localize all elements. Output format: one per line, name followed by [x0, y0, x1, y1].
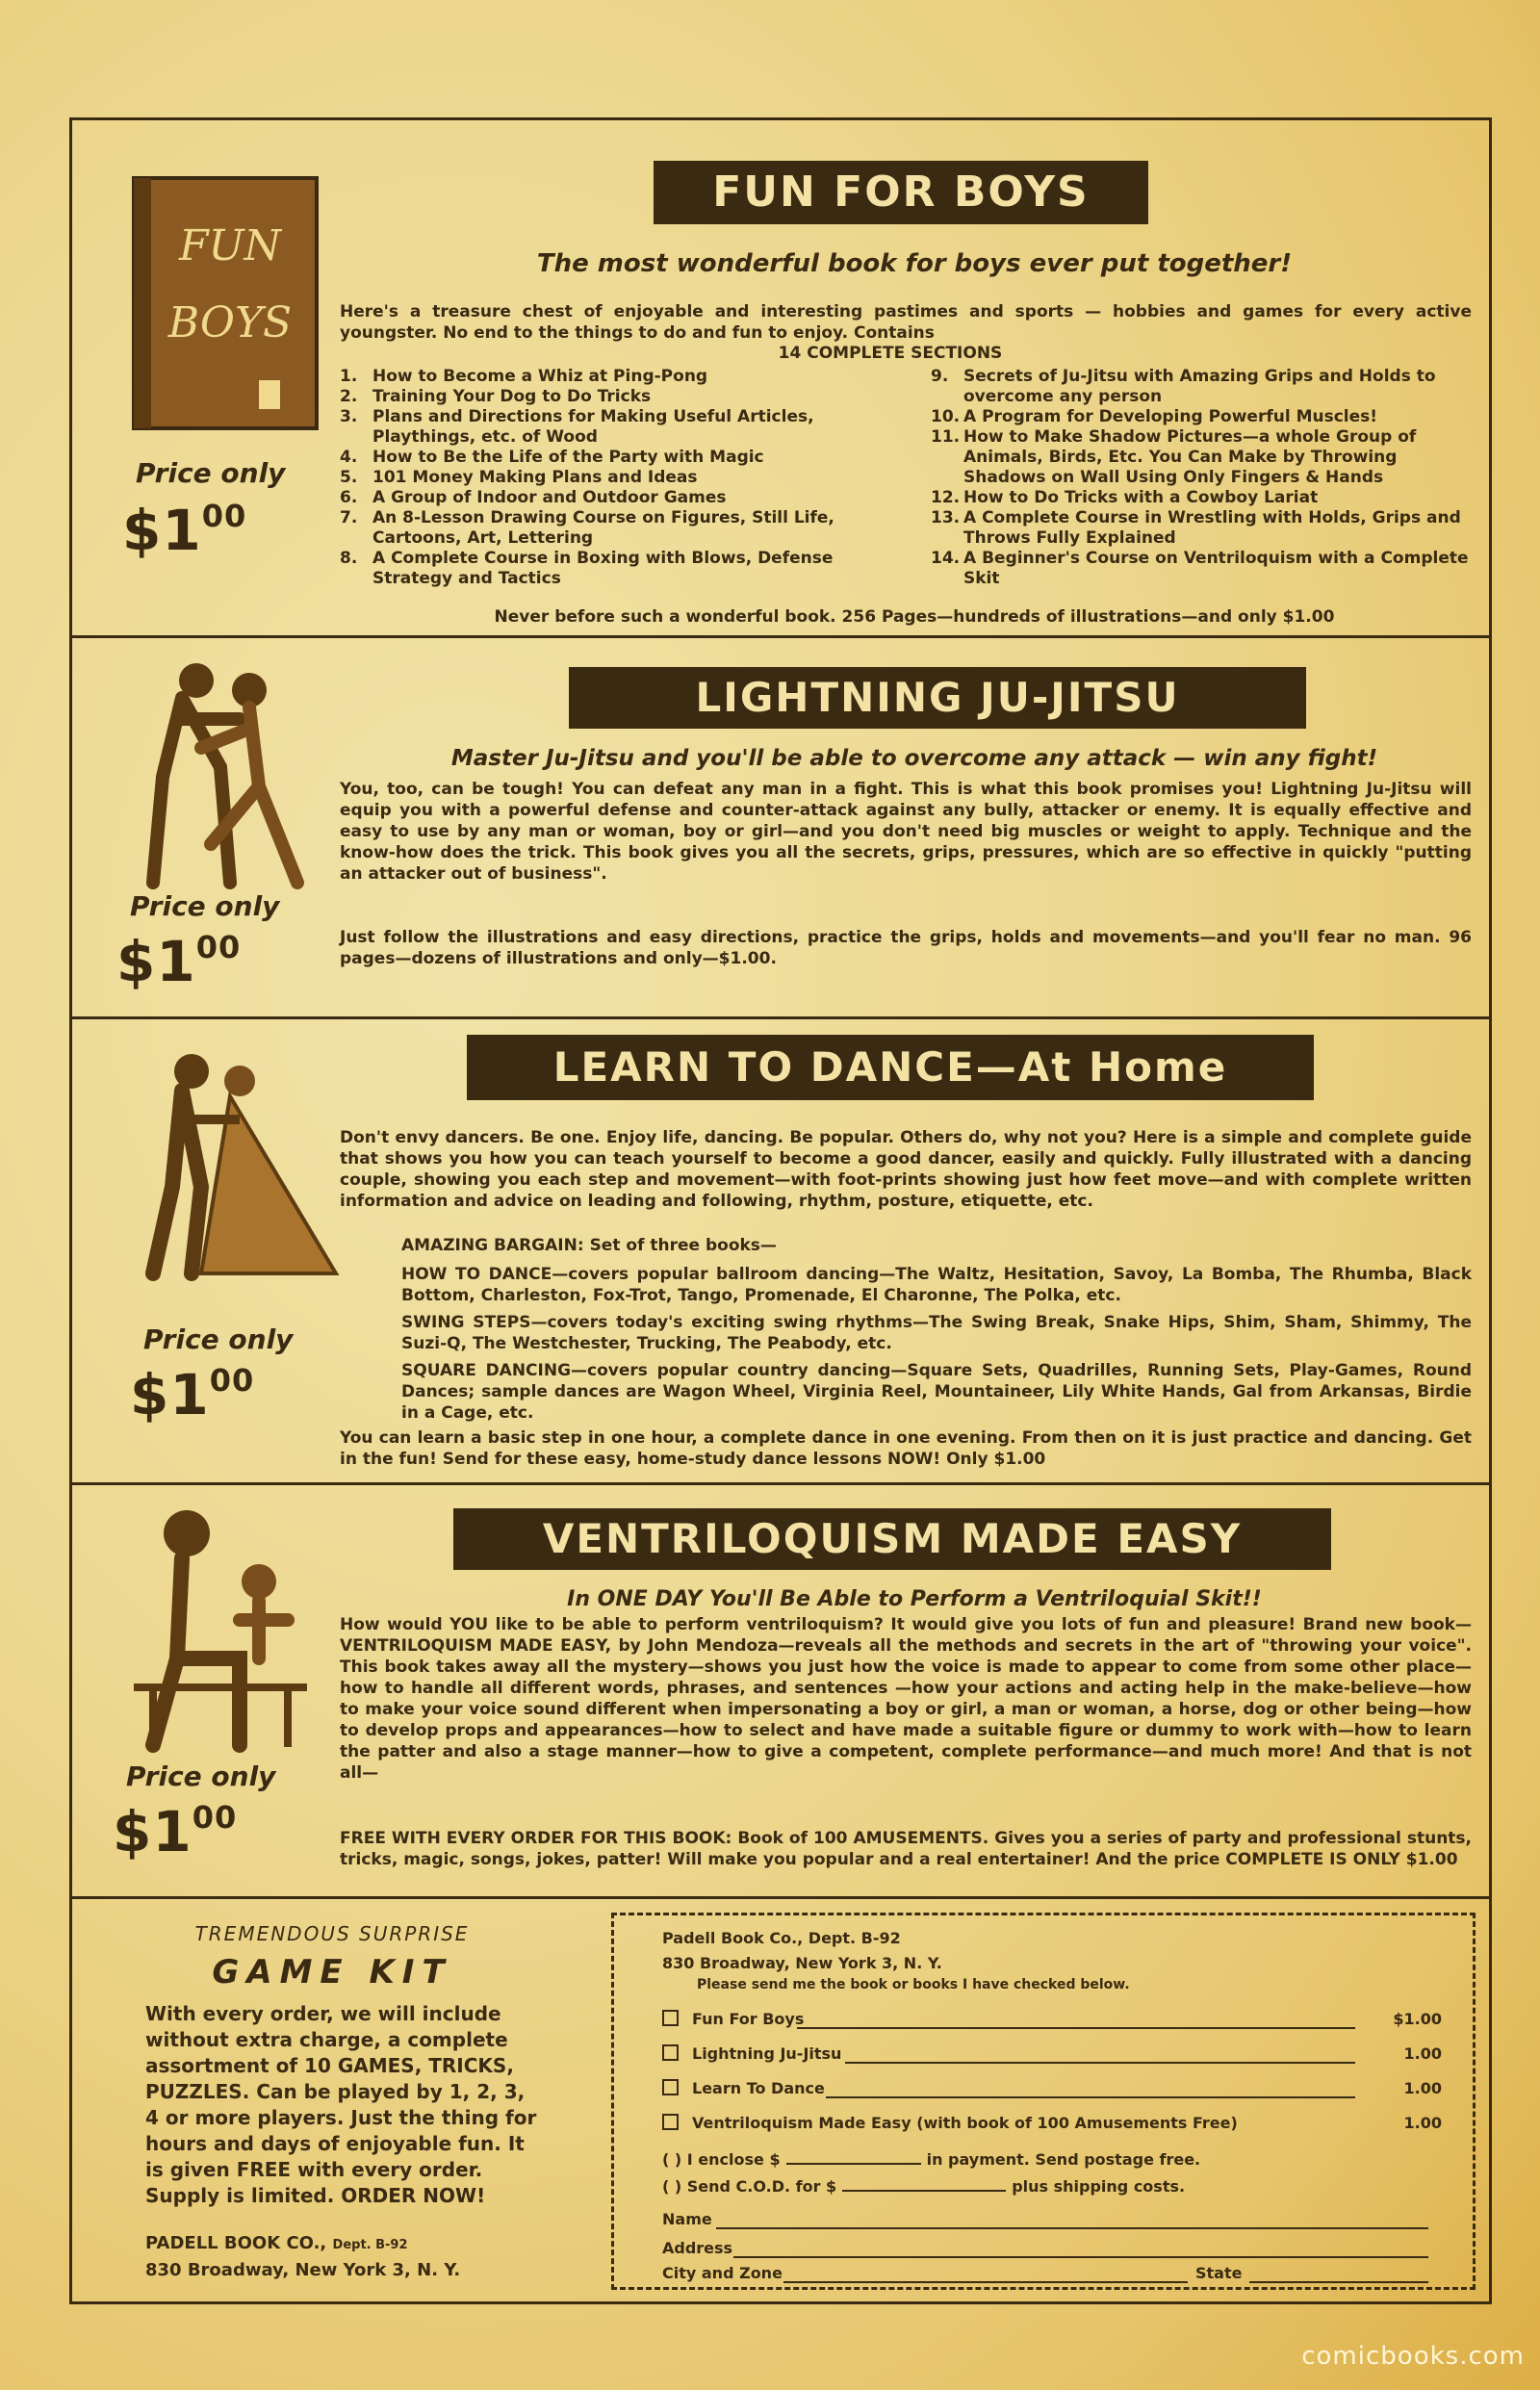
book-cover-title-fun: FUN — [178, 221, 282, 270]
book-cover-title-boys: BOYS — [167, 298, 293, 347]
price — [130, 1362, 254, 1427]
contents-list-right — [931, 367, 1476, 589]
price-dollar: $1 — [113, 1799, 192, 1864]
body-ventriloquism: How would YOU like to be able to perform ventriloquism? It would give you lots of fun and pleasure! Brand new book—VENTRILOQUISM MADE EASY, by John Mendoza—reveals all the methods and secrets in the art of "throwing your voice". This book takes away all the mystery—shows you just how the voice is made to appear to come from some other place—how to handle all different words, phrases, and sentences —how your actions and acting help in the make-believe—how to make your voice sound different when impersonating a boy or girl, a man or woman, a horse, dog or other being—how to develop props and appearances—how to select and have made a suitable figure or dummy to work with—how to learn the patter and also a stage manner—how to give a competent, complete performance—and much more! And that is not all— — [340, 1615, 1472, 1783]
price-label: Price only — [126, 1760, 276, 1792]
banner-fun-for-boys: FUN FOR BOYS — [654, 161, 1148, 224]
city-field-label: City and Zone — [662, 2264, 783, 2282]
contents-list-left — [340, 367, 898, 589]
book1-dance: HOW TO DANCE—covers popular ballroom dancing—The Waltz, Hesitation, Savoy, La Bomba, The Rhumba, Black Bottom, Charleston, Fox-Trot, Tango, Promenade, El Charonne, The Polka, etc. — [401, 1265, 1472, 1305]
order-coupon — [611, 1913, 1476, 2290]
price-label: Price only — [143, 1323, 294, 1355]
list-item: 3. Plans and Directions for Making Useful Articles, Playthings, etc. of Wood — [340, 407, 814, 447]
list-item: 6. A Group of Indoor and Outdoor Games — [340, 488, 727, 507]
cod-line[interactable]: ( ) Send C.O.D. for $ plus shipping costs. — [662, 2177, 1186, 2196]
list-item: 13. A Complete Course in Wrestling with Holds, Grips and Throws Fully Explained — [931, 508, 1461, 548]
list-item: 9. Secrets of Ju-Jitsu with Amazing Grips and Holds to overcome any person — [931, 367, 1436, 406]
dancing-couple-illustration — [95, 1042, 346, 1293]
list-item: 4. How to Be the Life of the Party with Magic — [340, 448, 764, 467]
checkbox[interactable] — [662, 2044, 679, 2061]
game-kit-title: GAME KIT — [212, 1953, 452, 1992]
list-item: 5. 101 Money Making Plans and Ideas — [340, 468, 698, 487]
city-field[interactable] — [783, 2281, 1188, 2283]
address-field[interactable] — [733, 2256, 1428, 2258]
list-item: 11. How to Make Shadow Pictures—a whole Group of Animals, Birds, Etc. You Can Make by Throwing Shadows on Wall Using Only Fingers & Hands — [931, 427, 1417, 487]
list-item: 14. A Beginner's Course on Ventriloquism with a Complete Skit — [931, 549, 1469, 588]
list-item: 10. A Program for Developing Powerful Muscles! — [931, 407, 1378, 426]
coupon-instruction: Please send me the book or books I have checked below. — [697, 1977, 1130, 1992]
price-label: Price only — [130, 890, 280, 922]
body-jujitsu: You, too, can be tough! You can defeat any man in a fight. This is what this book promises you! Lightning Ju-Jitsu will equip you with a powerful defense and counter-attack against any bully, attacker or enemy. It is equally effective and easy to use by any man or woman, boy or girl—and you don't need big muscles or weight to apply. Technique and the know-how does the trick. This book gives you all the secrets, grips, pressures, which are so effective in quickly "putting an attacker out of business". — [340, 780, 1472, 884]
game-kit-surprise: TREMENDOUS SURPRISE — [194, 1922, 470, 1945]
free-offer-ventriloquism: FREE WITH EVERY ORDER FOR THIS BOOK: Book of 100 AMUSEMENTS. Gives you a series of party and professional stunts, tricks, magic, songs, jokes, patter! Will make you popular and a real entertainer! And the price COMPLETE IS ONLY $1.00 — [340, 1829, 1472, 1869]
name-field[interactable] — [716, 2227, 1428, 2229]
price-dollar: $1 — [116, 929, 196, 994]
order-item-ventriloquism[interactable]: Ventriloquism Made Easy (with book of 100 Amusements Free) 1.00 — [662, 2114, 1442, 2132]
book2-dance: SWING STEPS—covers today's exciting swing rhythms—The Swing Break, Snake Hips, Shim, Sham, Shimmy, The Suzi-Q, The Westchester, Trucking, The Peabody, etc. — [401, 1313, 1472, 1353]
section-jujitsu — [72, 638, 1489, 1019]
list-item: 12. How to Do Tricks with a Cowboy Lariat — [931, 488, 1319, 507]
ventriloquist-illustration — [95, 1495, 346, 1755]
name-field-label: Name — [662, 2210, 712, 2228]
checkbox[interactable] — [662, 2079, 679, 2095]
banner-ventriloquism: VENTRILOQUISM MADE EASY — [453, 1508, 1331, 1570]
footer-fun-for-boys: Never before such a wonderful book. 256 Pages—hundreds of illustrations—and only $1.00 — [494, 607, 1335, 627]
price-cents: 00 — [209, 1362, 255, 1399]
book3-dance: SQUARE DANCING—covers popular country dancing—Square Sets, Quadrilles, Running Sets, Play-Games, Round Dances; sample dances are Wagon Wheel, Virginia Reel, Mountaineer, Lily White Hands, Gal from Arkansas, Birdie in a Cage, etc. — [401, 1361, 1472, 1423]
price-cents: 00 — [195, 929, 242, 965]
game-kit-address: 830 Broadway, New York 3, N. Y. — [145, 2260, 461, 2280]
price — [116, 929, 241, 994]
banner-jujitsu: LIGHTNING JU-JITSU — [569, 667, 1306, 729]
subhead-ventriloquism: In ONE DAY You'll Be Able to Perform a Ventriloquial Skit!! — [567, 1587, 1262, 1611]
coupon-company: Padell Book Co., Dept. B-92 — [662, 1929, 901, 1947]
section-ventriloquism — [72, 1485, 1489, 1899]
closing-dance: You can learn a basic step in one hour, a complete dance in one evening. From then on it is just practice and dancing. Get in the fun! Send for these easy, home-study dance lessons NOW! Only $1.00 — [340, 1428, 1472, 1469]
body2-jujitsu: Just follow the illustrations and easy directions, practice the grips, holds and movements—and you'll fear no man. 96 pages—dozens of illustrations and only—$1.00. — [340, 928, 1472, 968]
list-item: 8. A Complete Course in Boxing with Blows, Defense Strategy and Tactics — [340, 549, 834, 588]
state-field-label: State — [1195, 2264, 1243, 2282]
coupon-address: 830 Broadway, New York 3, N. Y. — [662, 1954, 942, 1972]
wrestlers-illustration — [95, 652, 346, 892]
book-cover-illustration — [95, 168, 346, 438]
sections-count-label: 14 COMPLETE SECTIONS — [778, 344, 1003, 363]
price — [113, 1799, 237, 1864]
checkbox[interactable] — [662, 2114, 679, 2130]
list-item: 1. How to Become a Whiz at Ping-Pong — [340, 367, 708, 386]
banner-dance: LEARN TO DANCE—At Home — [467, 1035, 1314, 1100]
price-dollar: $1 — [130, 1362, 210, 1427]
list-item: 2. Training Your Dog to Do Tricks — [340, 387, 652, 406]
game-kit-company: PADELL BOOK CO., Dept. B-92 — [145, 2233, 408, 2253]
order-item-jujitsu[interactable]: Lightning Ju-Jitsu 1.00 — [662, 2044, 1442, 2063]
bargain-dance: AMAZING BARGAIN: Set of three books— — [401, 1236, 777, 1255]
section-order — [72, 1899, 1489, 2301]
price — [122, 498, 246, 563]
subhead-fun-for-boys: The most wonderful book for boys ever put together! — [536, 249, 1293, 278]
price-cents: 00 — [201, 498, 247, 534]
section-fun-for-boys — [72, 120, 1489, 638]
order-item-dance[interactable]: Learn To Dance 1.00 — [662, 2079, 1442, 2097]
subhead-jujitsu: Master Ju-Jitsu and you'll be able to overcome any attack — win any fight! — [450, 746, 1378, 771]
state-field[interactable] — [1249, 2281, 1428, 2283]
watermark: comicbooks.com — [1301, 2342, 1525, 2371]
body-dance: Don't envy dancers. Be one. Enjoy life, dancing. Be popular. Others do, why not you? Here is a simple and complete guide that shows you how you can teach yourself to become a good dancer, easily and quickly. Fully illustrated with a dancing couple, showing you each step and movement—with foot-prints showing just how feet move—and with complete written information and advice on leading and following, rhythm, posture, etiquette, etc. — [340, 1128, 1472, 1211]
address-field-label: Address — [662, 2239, 733, 2257]
order-item-fun-for-boys[interactable]: Fun For Boys $1.00 — [662, 2010, 1442, 2028]
intro-fun-for-boys: Here's a treasure chest of enjoyable and interesting pastimes and sports — hobbies and games for every active youngster. No end to the things to do and fun to enjoy. Contains — [340, 302, 1472, 343]
checkbox[interactable] — [662, 2010, 679, 2026]
price-dollar: $1 — [122, 498, 202, 563]
ad-page — [69, 117, 1492, 2304]
game-kit-body: With every order, we will include without extra charge, a complete assortment of 10 GAMES, TRICKS, PUZZLES. Can be played by 1, 2, 3, 4 or more players. Just the thing for hours and days of enjoyable fun. It is given FREE with every order. Supply is limited. ORDER NOW! — [145, 2002, 537, 2207]
list-item: 7. An 8-Lesson Drawing Course on Figures, Still Life, Cartoons, Art, Lettering — [340, 508, 834, 548]
price-cents: 00 — [192, 1799, 238, 1836]
section-dance — [72, 1019, 1489, 1485]
enclose-line[interactable]: ( ) I enclose $ in payment. Send postage free. — [662, 2150, 1201, 2169]
price-label: Price only — [136, 457, 286, 489]
